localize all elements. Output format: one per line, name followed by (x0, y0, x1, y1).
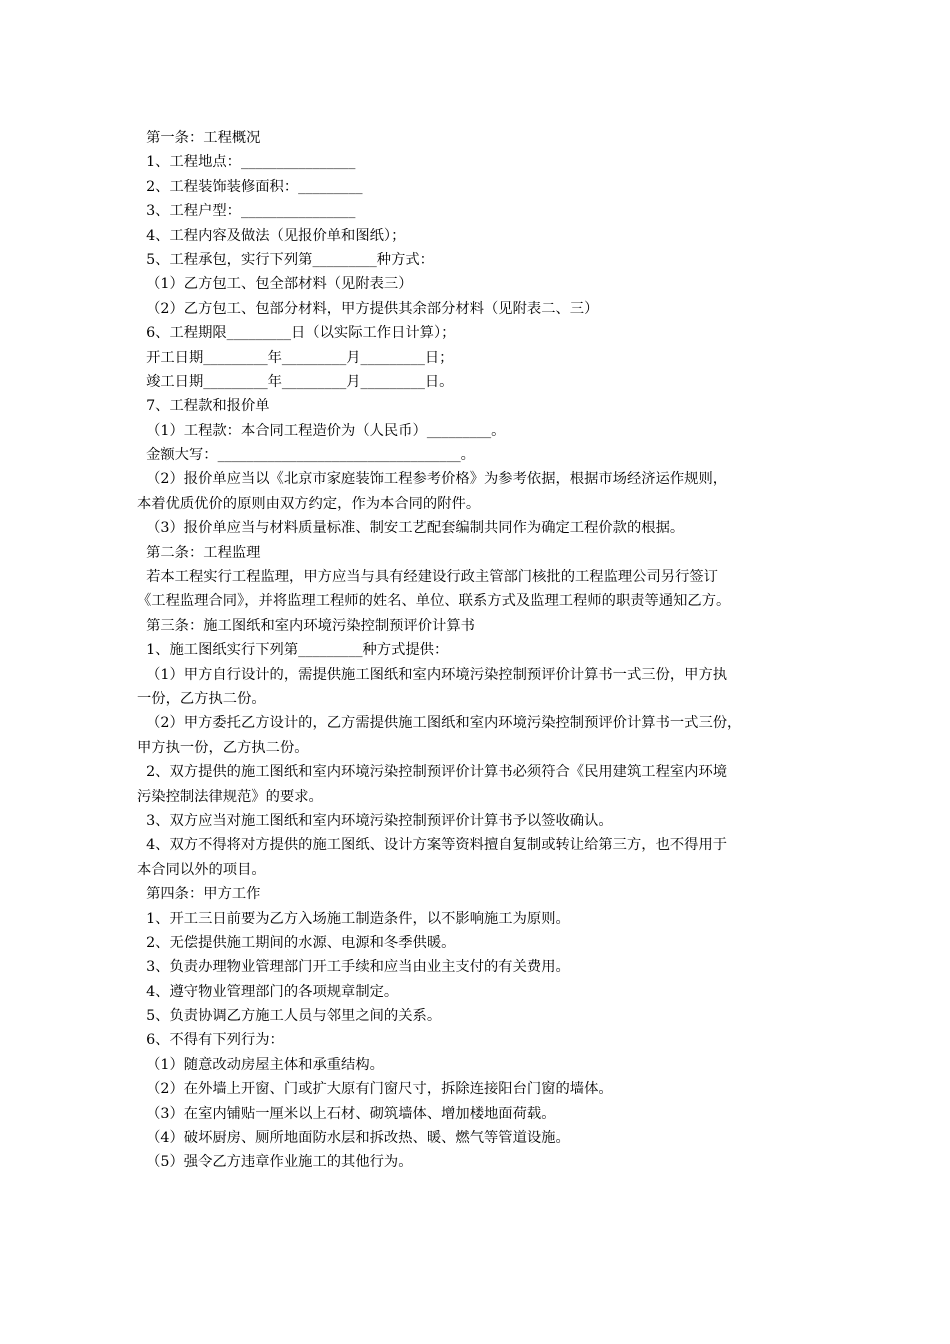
text-line: 3、双方应当对施工图纸和室内环境污染控制预评价计算书予以签收确认。 (137, 812, 613, 829)
text-line: 竣工日期_________年_________月_________日。 (137, 373, 454, 390)
text-line: （5）强令乙方违章作业施工的其他行为。 (137, 1154, 413, 1171)
text-line: （1）随意改动房屋主体和承重结构。 (137, 1056, 384, 1073)
text-line: （4）破坏厨房、厕所地面防水层和拆改热、暖、燃气等管道设施。 (137, 1130, 570, 1147)
text-line: 《工程监理合同》，并将监理工程师的姓名、单位、联系方式及监理工程师的职责等通知乙方。 (137, 593, 731, 610)
text-line: 4、遵守物业管理部门的各项规章制定。 (137, 983, 399, 1000)
text-line: 开工日期_________年_________月_________日； (137, 349, 454, 366)
text-line: 1、工程地点：________________ (137, 154, 356, 171)
text-line: 2、双方提供的施工图纸和室内环境污染控制预评价计算书必须符合《民用建筑工程室内环境 (137, 764, 728, 781)
text-line: （1）乙方包工、包全部材料（见附表三） (137, 276, 413, 293)
text-line: 6、工程期限_________日（以实际工作日计算）； (137, 325, 456, 342)
text-line: 甲方执一份，乙方执二份。 (137, 739, 309, 756)
text-line: 5、负责协调乙方施工人员与邻里之间的关系。 (137, 1008, 442, 1025)
document-body (137, 126, 817, 1175)
text-line: 1、开工三日前要为乙方入场施工制造条件，以不影响施工为原则。 (137, 910, 570, 927)
text-line: （3）在室内铺贴一厘米以上石材、砌筑墙体、增加楼地面荷载。 (137, 1105, 556, 1122)
text-line: 2、工程装饰装修面积：_________ (137, 178, 363, 195)
text-line: （3）报价单应当与材料质量标准、制安工艺配套编制共同作为确定工程价款的根据。 (137, 520, 685, 537)
text-line: 4、工程内容及做法（见报价单和图纸）； (137, 227, 406, 244)
text-line: 2、无偿提供施工期间的水源、电源和冬季供暖。 (137, 934, 456, 951)
text-line: （2）甲方委托乙方设计的，乙方需提供施工图纸和室内环境污染控制预评价计算书一式三份， (137, 715, 742, 732)
text-line: 污染控制法律规范》的要求。 (137, 788, 323, 805)
text-line: （2）乙方包工、包部分材料，甲方提供其余部分材料（见附表二、三） (137, 300, 599, 317)
text-line: 7、工程款和报价单 (137, 398, 270, 415)
text-line: 1、施工图纸实行下列第_________种方式提供： (137, 642, 449, 659)
text-line: 第二条：工程监理 (137, 544, 261, 561)
text-line: 3、负责办理物业管理部门开工手续和应当由业主支付的有关费用。 (137, 959, 570, 976)
text-line: 5、工程承包，实行下列第_________种方式： (137, 251, 434, 268)
text-line: 第四条：甲方工作 (137, 886, 261, 903)
text-line: 第三条：施工图纸和室内环境污染控制预评价计算书 (137, 617, 475, 634)
text-line: 本着优质优价的原则由双方约定，作为本合同的附件。 (137, 495, 481, 512)
text-line: 金额大写：__________________________________。 (137, 447, 475, 464)
text-line: （2）在外墙上开窗、门或扩大原有门窗尺寸，拆除连接阳台门窗的墙体。 (137, 1081, 613, 1098)
text-line: 第一条：工程概况 (137, 130, 261, 146)
text-line: 一份，乙方执二份。 (137, 690, 266, 707)
text-line: （1）甲方自行设计的，需提供施工图纸和室内环境污染控制预评价计算书一式三份，甲方执 (137, 666, 728, 683)
text-line: 6、不得有下列行为： (137, 1032, 284, 1049)
text-line: （2）报价单应当以《北京市家庭装饰工程参考价格》为参考依据，根据市场经济运作规则， (137, 471, 728, 488)
text-line: （1）工程款：本合同工程造价为（人民币）_________。 (137, 422, 506, 439)
text-line: 3、工程户型：________________ (137, 203, 356, 220)
text-line: 若本工程实行工程监理，甲方应当与具有经建设行政主管部门核批的工程监理公司另行签订 (137, 569, 718, 586)
text-line: 4、双方不得将对方提供的施工图纸、设计方案等资料擅自复制或转让给第三方，也不得用于 (137, 837, 728, 854)
text-line: 本合同以外的项目。 (137, 861, 266, 878)
